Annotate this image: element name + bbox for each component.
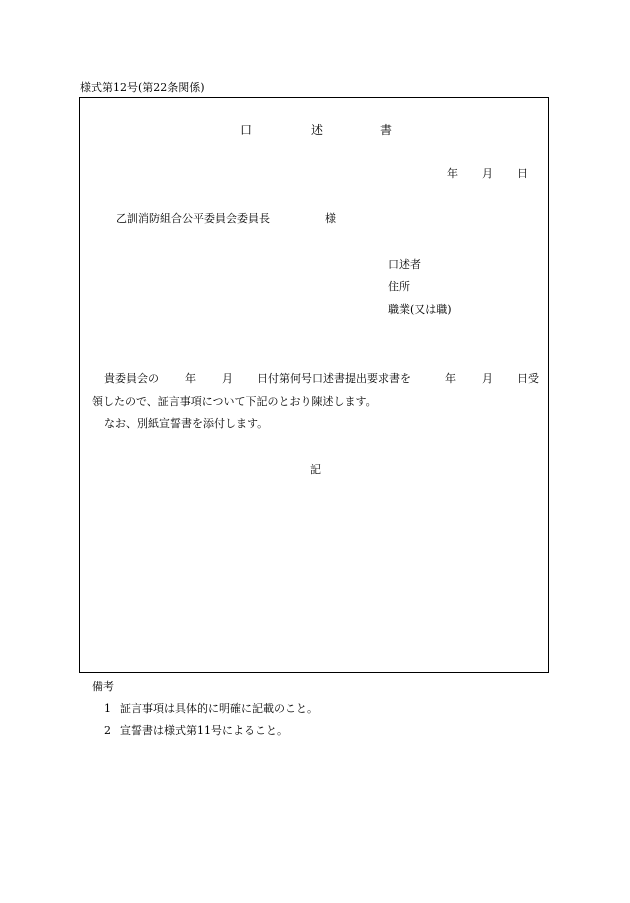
declarant-label: 口述者 <box>388 258 421 271</box>
title-char-3: 書 <box>380 123 393 137</box>
declarant-address: 住所 <box>388 280 410 293</box>
date-month: 月 <box>482 167 493 180</box>
ki-mark: 記 <box>310 463 321 476</box>
date-year: 年 <box>447 167 458 180</box>
body-line1-year: 年 <box>185 372 196 385</box>
remark-text-1: 証言事項は具体的に明確に記載のこと。 <box>120 702 318 715</box>
body-line1-a: 貴委員会の <box>104 372 159 385</box>
remark-text-2: 宣誓書は様式第11号によること。 <box>120 724 288 737</box>
body-line1-month2: 月 <box>482 372 493 385</box>
title-char-2: 述 <box>311 123 324 137</box>
body-line1-d: 日付第何号口述書提出要求書を <box>257 372 411 385</box>
date-day: 日 <box>517 167 528 180</box>
addressee-honorific: 様 <box>325 212 336 225</box>
body-line3: なお、別紙宣誓書を添付します。 <box>104 417 269 430</box>
remark-num-2: 2 <box>104 724 111 737</box>
body-line1-g: 日受 <box>517 372 539 385</box>
body-line2: 領したので、証言事項について下記のとおり陳述します。 <box>92 395 377 408</box>
title-char-1: 口 <box>240 123 253 137</box>
body-line1-month: 月 <box>222 372 233 385</box>
remarks-title: 備考 <box>92 680 114 693</box>
body-line1-year2: 年 <box>445 372 456 385</box>
declarant-occupation: 職業(又は職) <box>388 303 452 316</box>
addressee-name: 乙訓消防組合公平委員会委員長 <box>116 212 270 225</box>
form-header: 様式第12号(第22条関係) <box>80 81 205 94</box>
form-frame <box>79 97 549 673</box>
remark-num-1: 1 <box>104 702 111 715</box>
